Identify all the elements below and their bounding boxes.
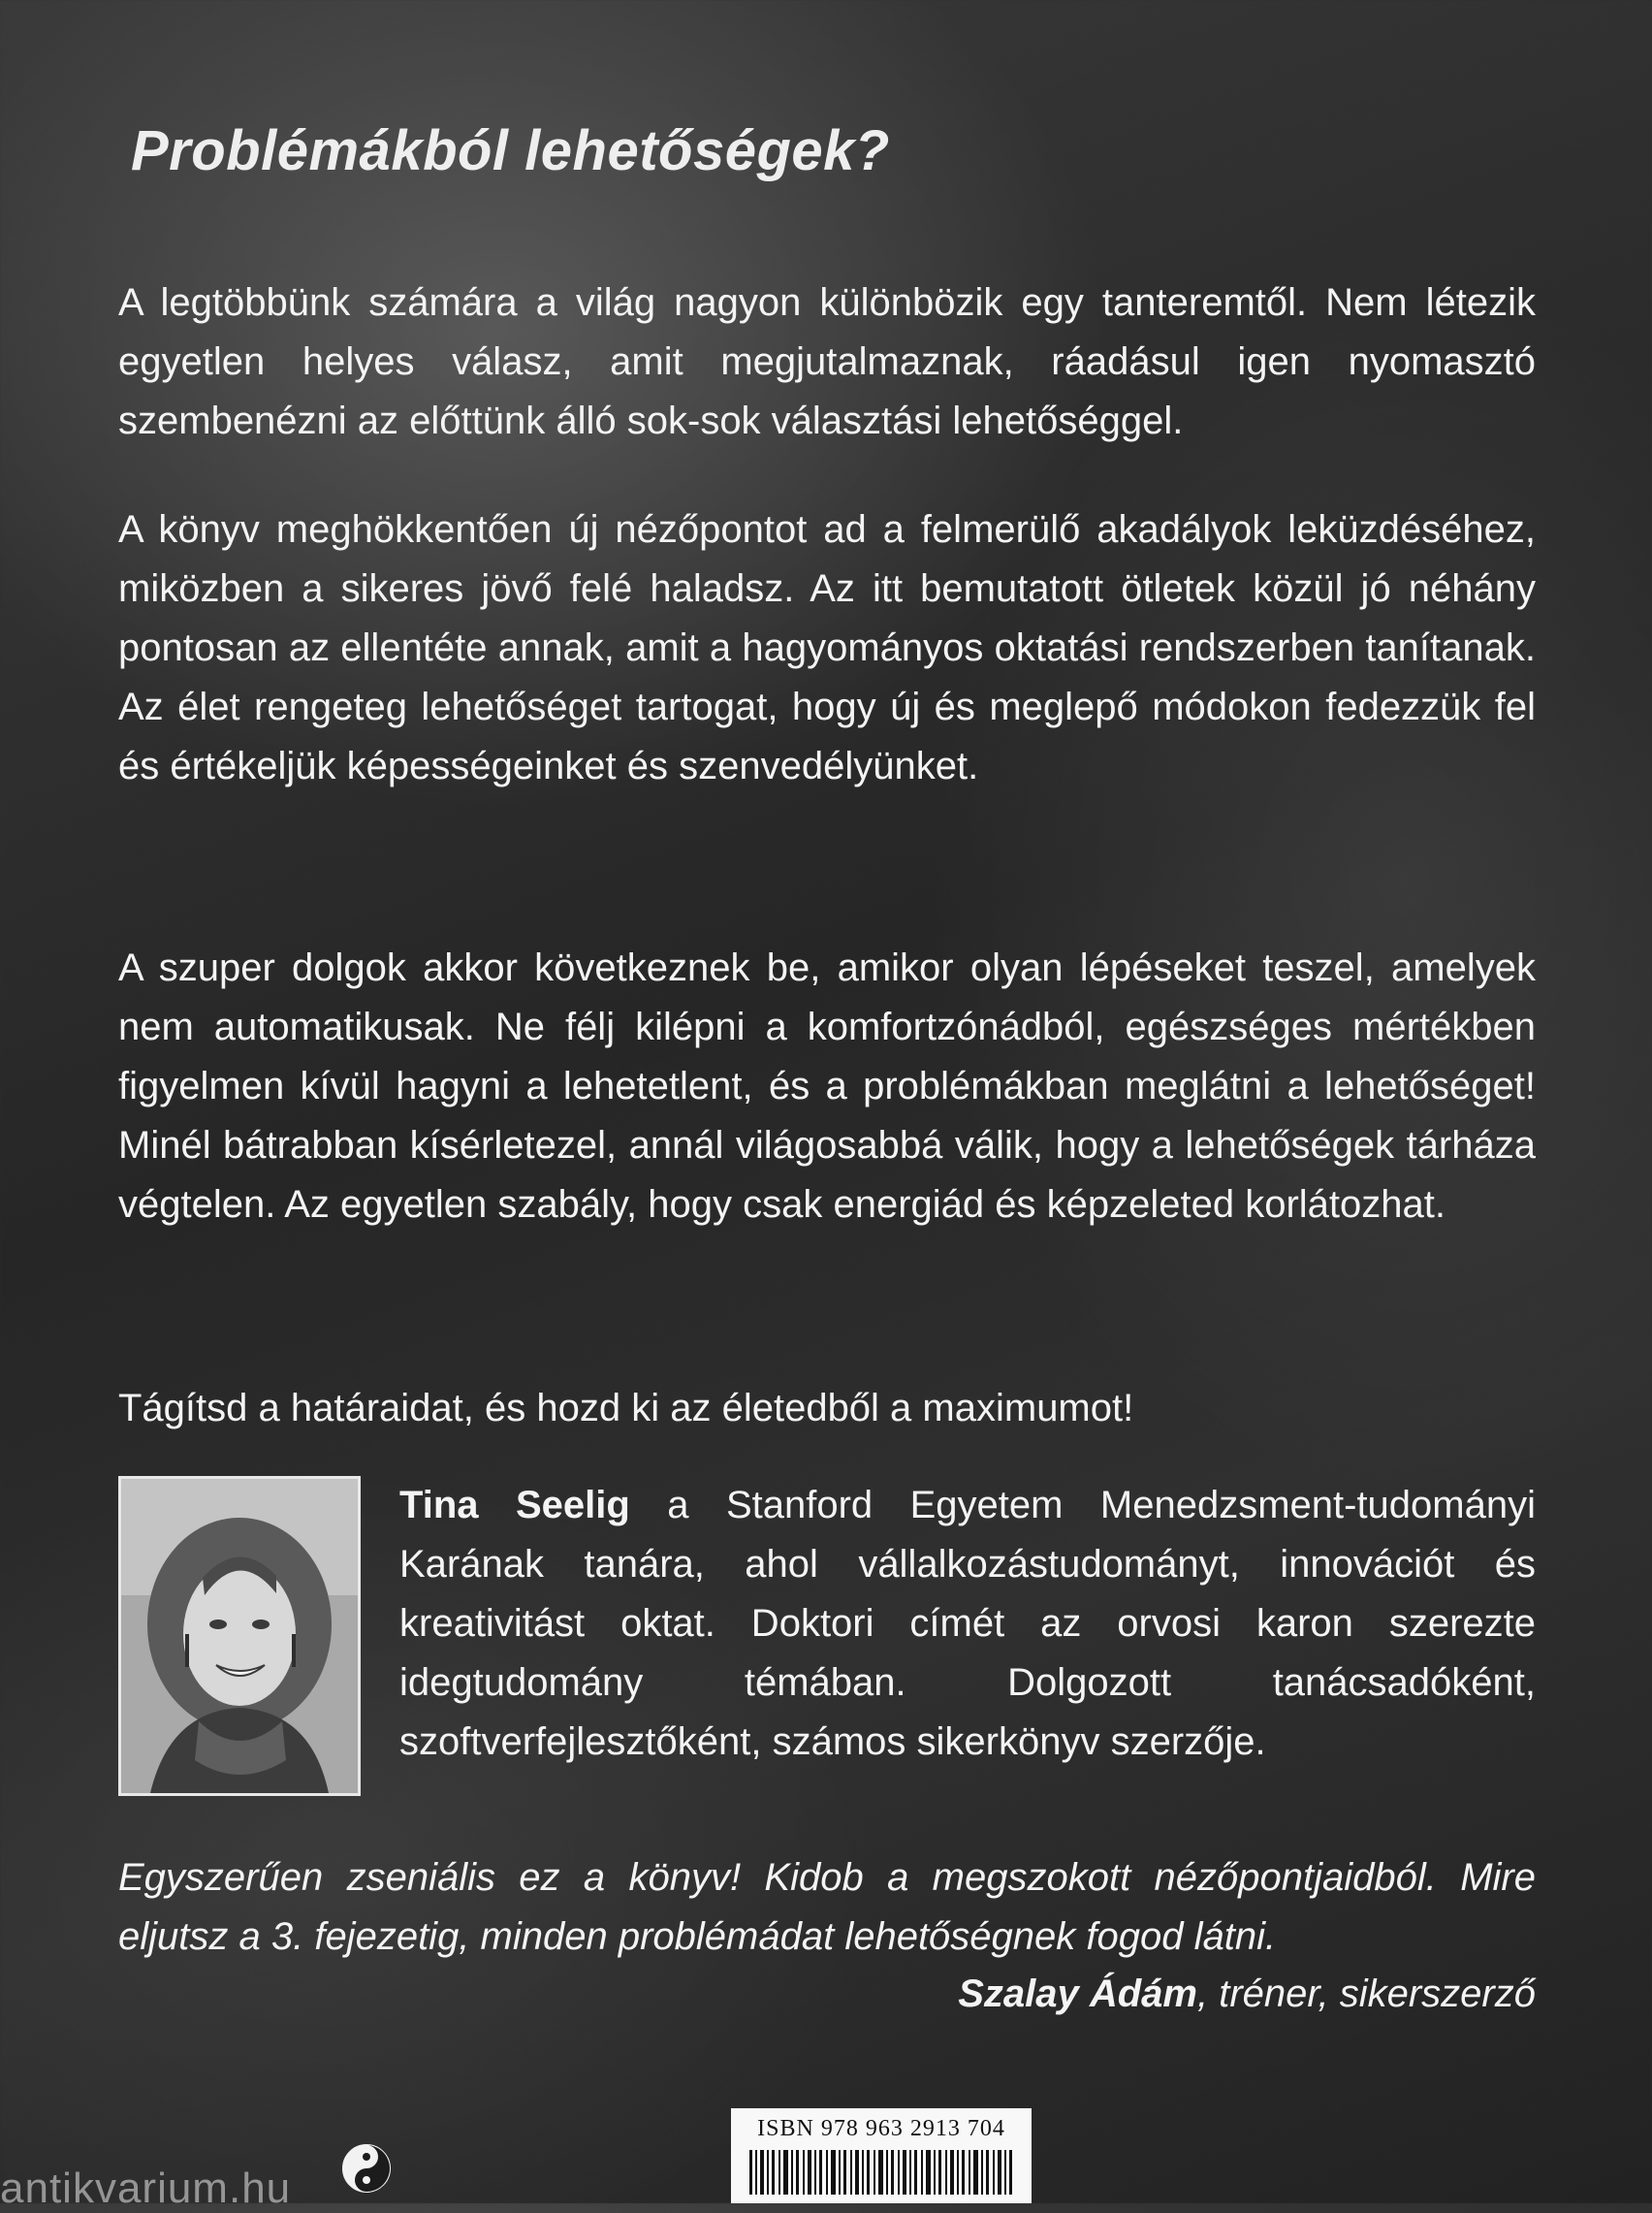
author-photo — [118, 1476, 361, 1796]
blurb-paragraph-3: A szuper dolgok akkor következnek be, amikor olyan lépéseket teszel, amelyek nem automatikusak. Ne félj kilépni a komfortzónádból, egészséges mértékben figyelmen kívül hagyni a lehetetlent, és a problémákban meglátni a lehetőséget! Minél bátrabban kísérletezel, annál világosabbá válik, hogy a lehetőségek tárháza végtelen. Az egyetlen szabály, hogy csak energiád és képzeleted korlátozhat. — [118, 946, 1536, 1226]
watermark-site: antikvarium.hu — [0, 2165, 292, 2212]
blurb-paragraph-1: A legtöbbünk számára a világ nagyon különbözik egy tanteremtől. Nem létezik egyetlen helyes válasz, amit megjutalmaznak, ráadásul igen nyomasztó szembenézni az előttünk álló sok-sok választási lehetőséggel. — [118, 281, 1536, 442]
yin-yang-icon — [341, 2143, 392, 2194]
endorser-name: Szalay Ádám — [958, 1972, 1197, 2015]
blurb-paragraph-4: Tágítsd a határaidat, és hozd ki az életedből a maximumot! — [118, 1387, 1134, 1429]
author-name: Tina Seelig — [399, 1484, 630, 1526]
blurb-paragraph-2: A könyv meghökkentően új nézőpontot ad a felmerülő akadályok leküzdéséhez, miközben a sikeres jövő felé haladsz. Az itt bemutatott ötletek közül jó néhány pontosan az ellentéte annak, amit a hagyományos oktatási rendszerben tanítanak. Az élet rengeteg lehetőséget tartogat, hogy új és meglepő módokon fedezzük fel és értékeljük képességeinket és szenvedélyünket. — [118, 508, 1536, 787]
endorser-role: , tréner, sikerszerző — [1196, 1972, 1536, 2015]
author-bio-text: a Stanford Egyetem Menedzsment-tudományi Karának tanára, ahol vállalkozástudományt, innovációt és kreativitást oktat. Doktori címét az orvosi karon szerezte idegtudomány témában. Dolgozott tanácsadóként, szoftverfejlesztőként, számos sikerkönyv szerzője. — [399, 1484, 1536, 1763]
isbn-barcode-label — [731, 2108, 1032, 2203]
barcode-icon — [746, 2150, 1017, 2195]
endorsement-attribution — [958, 1972, 1536, 2016]
cover-heading: Problémákból lehetőségek? — [131, 119, 890, 182]
author-bio — [399, 1476, 1536, 1772]
isbn-number: ISBN 978 963 2913 704 — [757, 2116, 1005, 2141]
author-portrait-image — [121, 1479, 358, 1793]
endorsement-quote: Egyszerűen zseniális ez a könyv! Kidob a megszokott nézőpontjaidból. Mire eljutsz a 3. fejezetig, minden problémádat lehetőségnek fogod látni. — [118, 1856, 1536, 1958]
